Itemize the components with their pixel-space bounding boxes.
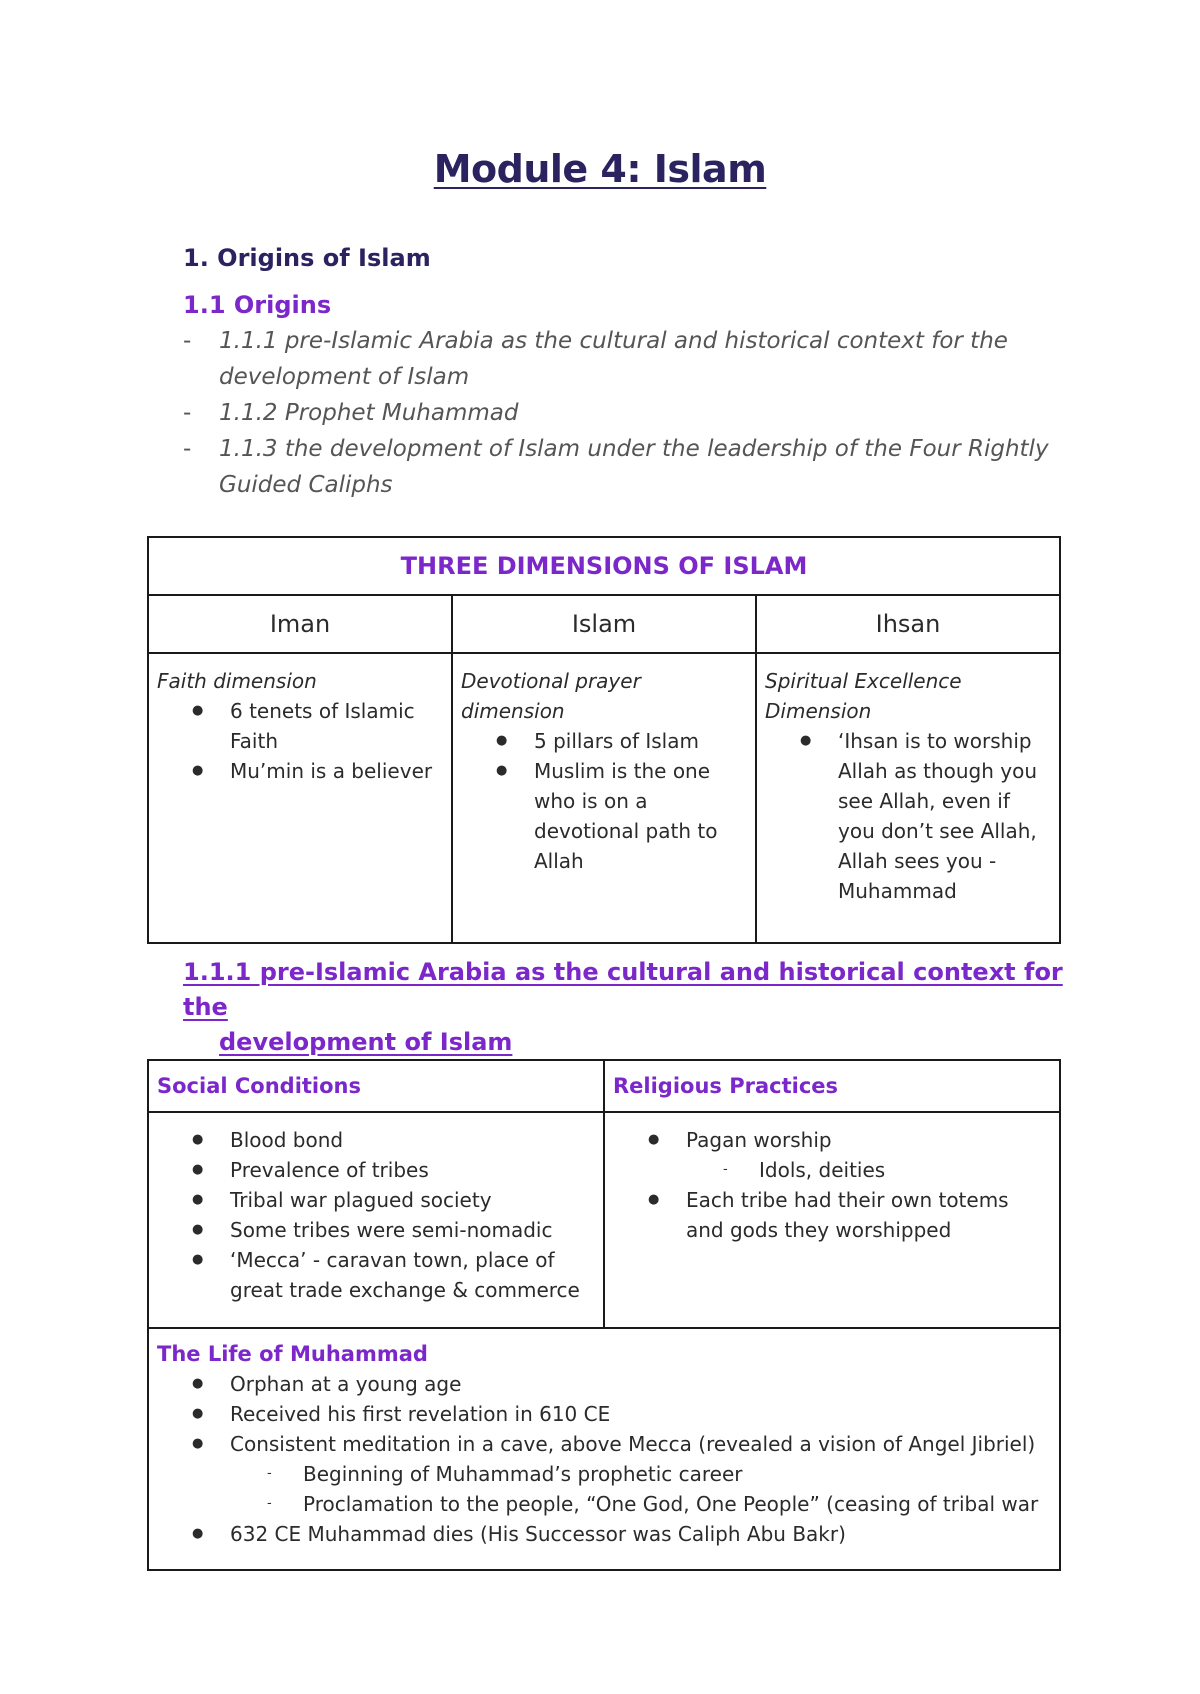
list-item: ● Prevalence of tribes bbox=[230, 1155, 595, 1185]
section-link-line: 1.1.1 pre-Islamic Arabia as the cultural and historical context for the bbox=[183, 958, 1063, 1021]
life-of-muhammad-cell bbox=[148, 1328, 1060, 1570]
topic-list bbox=[183, 323, 1063, 503]
column-header-ihsan: Ihsan bbox=[756, 595, 1060, 653]
section-heading: 1. Origins of Islam bbox=[183, 244, 431, 272]
subsection-heading: 1.1 Origins bbox=[183, 291, 332, 319]
list-item-text: Pagan worship bbox=[686, 1128, 832, 1152]
list-item: ● Some tribes were semi-nomadic bbox=[230, 1215, 595, 1245]
sub-list bbox=[686, 1155, 1051, 1185]
list-item bbox=[686, 1125, 1051, 1185]
islam-cell bbox=[452, 653, 756, 943]
pre-islamic-arabia-table bbox=[147, 1059, 1061, 1571]
section-link-line: development of Islam bbox=[219, 1028, 513, 1056]
three-dimensions-table bbox=[147, 536, 1061, 944]
social-conditions-header: Social Conditions bbox=[148, 1060, 604, 1112]
sub-list-item: - Beginning of Muhammad’s prophetic career bbox=[303, 1459, 1051, 1489]
list-item: ● 632 CE Muhammad dies (His Successor was Caliph Abu Bakr) bbox=[230, 1519, 1051, 1549]
religious-practices-header: Religious Practices bbox=[604, 1060, 1060, 1112]
list-item: ● Received his first revelation in 610 CE bbox=[230, 1399, 1051, 1429]
list-item-text: Consistent meditation in a cave, above Mecca (revealed a vision of Angel Jibriel) bbox=[230, 1432, 1036, 1456]
iman-cell bbox=[148, 653, 452, 943]
topic-item: - 1.1.3 the development of Islam under the leadership of the Four Rightly Guided Caliphs bbox=[183, 431, 1063, 503]
cell-title: Devotional prayer dimension bbox=[461, 669, 641, 723]
social-conditions-cell bbox=[148, 1112, 604, 1328]
list-item: ● ‘Mecca’ - caravan town, place of great trade exchange & commerce bbox=[230, 1245, 595, 1305]
list-item: ● Blood bond bbox=[230, 1125, 595, 1155]
topic-item: - 1.1.1 pre-Islamic Arabia as the cultural and historical context for the development of Islam bbox=[183, 323, 1063, 395]
bullet-list bbox=[157, 1125, 595, 1305]
topic-item: - 1.1.2 Prophet Muhammad bbox=[183, 395, 1063, 431]
list-item: ● Orphan at a young age bbox=[230, 1369, 1051, 1399]
section-link-heading[interactable] bbox=[183, 955, 1083, 1060]
sub-list bbox=[230, 1459, 1051, 1519]
list-item: ● ‘Ihsan is to worship Allah as though you see Allah, even if you don’t see Allah, Allah sees you - Muhammad bbox=[838, 726, 1051, 906]
sub-list-item: - Proclamation to the people, “One God, One People” (ceasing of tribal war bbox=[303, 1489, 1051, 1519]
table-banner: THREE DIMENSIONS OF ISLAM bbox=[148, 537, 1060, 595]
religious-practices-cell bbox=[604, 1112, 1060, 1328]
list-item: ● 5 pillars of Islam bbox=[534, 726, 747, 756]
bullet-list bbox=[157, 696, 443, 786]
list-item: ● Muslim is the one who is on a devotional path to Allah bbox=[534, 756, 747, 876]
life-of-muhammad-header: The Life of Muhammad bbox=[157, 1342, 428, 1366]
bullet-list bbox=[461, 726, 747, 876]
list-item: ● Tribal war plagued society bbox=[230, 1185, 595, 1215]
list-item bbox=[230, 1429, 1051, 1519]
bullet-list bbox=[765, 726, 1051, 906]
list-item: ● Mu’min is a believer bbox=[230, 756, 443, 786]
bullet-list bbox=[157, 1369, 1051, 1549]
page-title: Module 4: Islam bbox=[433, 147, 767, 191]
list-item: ● Each tribe had their own totems and gods they worshipped bbox=[686, 1185, 1051, 1245]
ihsan-cell bbox=[756, 653, 1060, 943]
cell-title: Faith dimension bbox=[157, 669, 317, 693]
sub-list-item: - Idols, deities bbox=[759, 1155, 1051, 1185]
bullet-list bbox=[613, 1125, 1051, 1245]
column-header-iman: Iman bbox=[148, 595, 452, 653]
list-item: ● 6 tenets of Islamic Faith bbox=[230, 696, 443, 756]
cell-title: Spiritual Excellence Dimension bbox=[765, 669, 962, 723]
column-header-islam: Islam bbox=[452, 595, 756, 653]
